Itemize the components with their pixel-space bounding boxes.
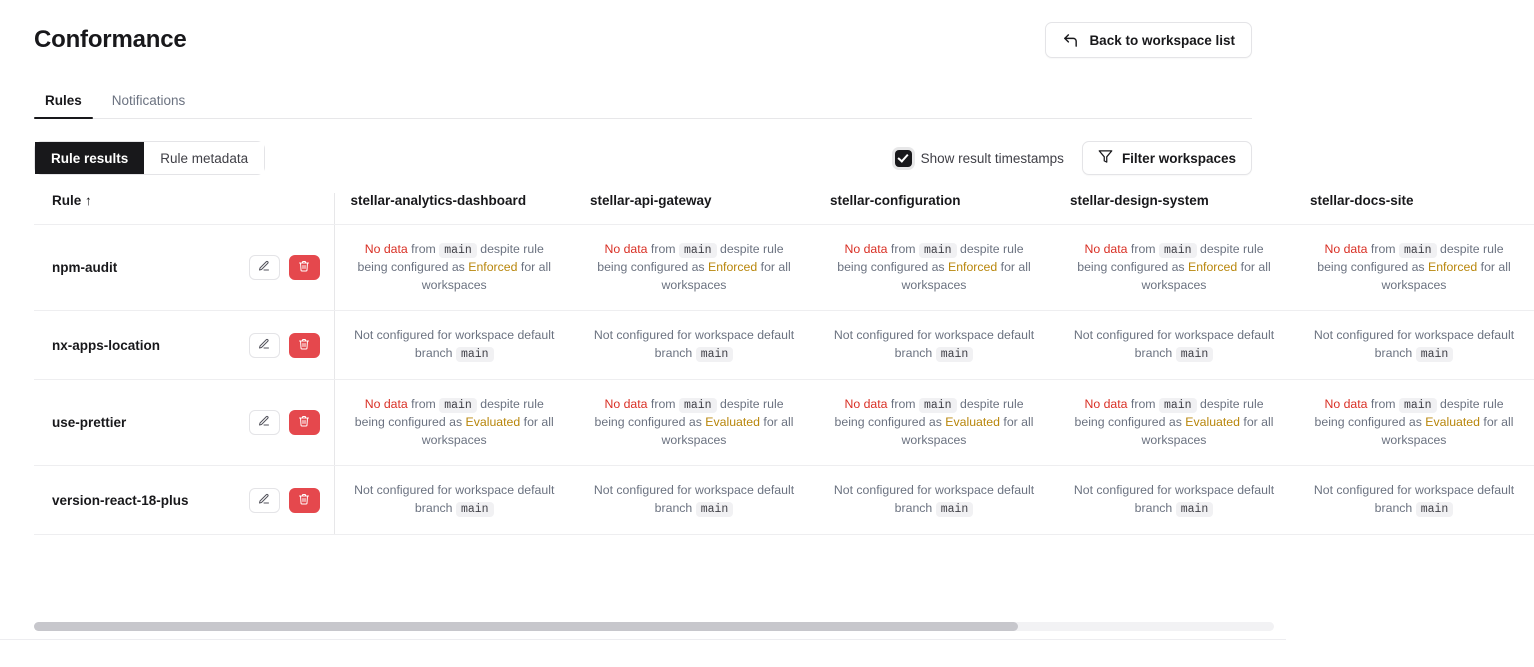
result-cell: [334, 311, 574, 380]
back-to-workspace-list-button[interactable]: [1045, 22, 1252, 58]
rule-actions: [249, 488, 320, 513]
edit-rule-button[interactable]: [249, 255, 280, 280]
table-header-row: [34, 193, 1534, 225]
rule-name: nx-apps-location: [52, 337, 161, 353]
branch-name: main: [696, 347, 734, 362]
column-header-workspace-0[interactable]: stellar-analytics-dashboard: [334, 193, 574, 225]
pencil-icon: [258, 415, 270, 430]
no-data-label: No data: [364, 397, 408, 412]
result-cell: [1054, 380, 1294, 466]
branch-name: main: [679, 398, 717, 413]
show-result-timestamps-label: Show result timestamps: [920, 150, 1064, 166]
cell-text: despite rule being configured as: [1077, 242, 1264, 275]
trash-icon: [298, 338, 310, 353]
show-result-timestamps-checkbox[interactable]: [895, 150, 1064, 167]
rule-status-label: Evaluated: [1425, 415, 1480, 430]
rule-status-label: Enforced: [1428, 260, 1478, 275]
no-data-label: No data: [844, 397, 888, 412]
cell-text: despite rule being configured as: [354, 397, 544, 430]
result-cell: [814, 311, 1054, 380]
result-cell: [1294, 311, 1534, 380]
column-header-workspace-1[interactable]: stellar-api-gateway: [574, 193, 814, 225]
back-button-label: Back to workspace list: [1089, 32, 1235, 48]
result-cell: [814, 466, 1054, 535]
table-head: [34, 193, 1534, 225]
rule-name: version-react-18-plus: [52, 492, 189, 508]
column-header-workspace-3[interactable]: stellar-design-system: [1054, 193, 1294, 225]
table-row: [34, 311, 1534, 380]
cell-text: from: [407, 397, 440, 412]
delete-rule-button[interactable]: [289, 410, 320, 435]
rule-status-label: Enforced: [1188, 260, 1238, 275]
table-body: [34, 225, 1534, 535]
no-data-label: No data: [1084, 242, 1128, 256]
page-header: [0, 0, 1286, 58]
column-header-workspace-2[interactable]: stellar-configuration: [814, 193, 1054, 225]
pencil-icon: [258, 493, 270, 508]
cell-text: from: [887, 397, 919, 412]
result-cell: [574, 225, 814, 311]
pencil-icon: [258, 338, 270, 353]
table-row: [34, 225, 1534, 311]
column-header-rule[interactable]: [34, 193, 334, 225]
cell-text: from: [1367, 397, 1399, 412]
cell-text: despite rule being configured as: [1314, 397, 1504, 430]
branch-name: main: [1399, 243, 1437, 258]
edit-rule-button[interactable]: [249, 488, 280, 513]
cell-text: from: [1367, 242, 1399, 256]
result-cell: [1054, 225, 1294, 311]
pencil-icon: [258, 260, 270, 275]
cell-text: from: [887, 242, 919, 256]
sort-ascending-icon: ↑: [85, 193, 92, 208]
cell-text: for all workspaces: [901, 415, 1034, 447]
cell-text: from: [647, 242, 679, 256]
branch-name: main: [1159, 398, 1197, 413]
cell-text: despite rule being configured as: [594, 397, 784, 430]
no-data-label: No data: [1324, 397, 1368, 412]
no-data-label: No data: [844, 242, 888, 256]
cell-text: Not configured for workspace default branch: [354, 328, 555, 360]
cell-text: for all workspaces: [421, 415, 554, 447]
rule-status-label: Evaluated: [945, 415, 1000, 430]
rule-actions: [249, 333, 320, 358]
segment-rule-metadata[interactable]: Rule metadata: [144, 142, 264, 174]
table-row: [34, 466, 1534, 535]
rule-status-label: Enforced: [948, 260, 998, 275]
cell-text: Not configured for workspace default branch: [593, 328, 795, 360]
rules-results-table-scroll[interactable]: [34, 193, 1515, 563]
bottom-bar: [0, 639, 1286, 667]
result-cell: [334, 225, 574, 311]
cell-text: despite rule being configured as: [597, 242, 784, 275]
cell-text: for all workspaces: [1141, 415, 1274, 447]
result-cell: [334, 380, 574, 466]
rule-cell: [34, 380, 334, 466]
cell-text: for all workspaces: [661, 415, 794, 447]
segment-rule-results[interactable]: Rule results: [35, 142, 144, 174]
cell-text: Not configured for workspace default branch: [354, 483, 555, 515]
rule-actions: [249, 255, 320, 280]
cell-text: for all workspaces: [1381, 260, 1511, 292]
view-mode-segmented-control: [34, 141, 265, 175]
no-data-label: No data: [604, 397, 648, 412]
delete-rule-button[interactable]: [289, 255, 320, 280]
primary-tabs: [34, 86, 1252, 119]
table-toolbar: [34, 141, 1252, 175]
branch-name: main: [439, 398, 477, 413]
no-data-label: No data: [1324, 242, 1368, 256]
cell-text: for all workspaces: [1141, 260, 1271, 292]
cell-text: Not configured for workspace default branch: [1313, 328, 1515, 360]
rule-status-label: Enforced: [708, 260, 758, 275]
rule-cell: [34, 225, 334, 311]
rule-cell: [34, 311, 334, 380]
delete-rule-button[interactable]: [289, 488, 320, 513]
cell-text: despite rule being configured as: [357, 242, 544, 275]
result-cell: [1294, 380, 1534, 466]
column-header-workspace-4[interactable]: stellar-docs-site: [1294, 193, 1534, 225]
rule-actions: [249, 410, 320, 435]
result-cell: [1054, 466, 1294, 535]
cell-text: Not configured for workspace default branch: [833, 328, 1035, 360]
cell-text: from: [647, 397, 679, 412]
table-row: [34, 380, 1534, 466]
trash-icon: [298, 493, 310, 508]
result-cell: [814, 380, 1054, 466]
branch-name: main: [936, 502, 974, 517]
rule-status-label: Enforced: [468, 260, 518, 275]
result-cell: [1294, 225, 1534, 311]
branch-name: main: [1399, 398, 1437, 413]
branch-name: main: [1176, 347, 1214, 362]
rule-status-label: Evaluated: [1185, 415, 1240, 430]
horizontal-scrollbar-track[interactable]: [34, 622, 1274, 631]
page-title: Conformance: [34, 26, 187, 53]
rule-name: npm-audit: [52, 260, 118, 276]
branch-name: main: [936, 347, 974, 362]
result-cell: [574, 311, 814, 380]
cell-text: for all workspaces: [421, 260, 551, 292]
branch-name: main: [919, 398, 957, 413]
no-data-label: No data: [604, 242, 648, 256]
rule-name: use-prettier: [52, 415, 127, 431]
no-data-label: No data: [1084, 397, 1128, 412]
cell-text: despite rule being configured as: [1317, 242, 1504, 275]
cell-text: Not configured for workspace default branch: [833, 483, 1035, 515]
branch-name: main: [919, 243, 957, 258]
branch-name: main: [456, 502, 494, 517]
cell-text: Not configured for workspace default branch: [1073, 483, 1275, 515]
column-header-rule-label: Rule: [52, 193, 82, 208]
cell-text: Not configured for workspace default branch: [1073, 328, 1275, 360]
branch-name: main: [1176, 502, 1214, 517]
result-cell: [334, 466, 574, 535]
branch-name: main: [1159, 243, 1197, 258]
cell-text: from: [1127, 242, 1159, 256]
trash-icon: [298, 260, 310, 275]
result-cell: [574, 380, 814, 466]
branch-name: main: [439, 243, 477, 258]
rule-status-label: Evaluated: [705, 415, 760, 430]
result-cell: [814, 225, 1054, 311]
branch-name: main: [679, 243, 717, 258]
cell-text: for all workspaces: [1381, 415, 1514, 447]
cell-text: Not configured for workspace default branch: [593, 483, 795, 515]
filter-workspaces-button[interactable]: [1082, 141, 1252, 175]
filter-workspaces-label: Filter workspaces: [1121, 150, 1236, 166]
branch-name: main: [696, 502, 734, 517]
tab-notifications[interactable]: Notifications: [101, 93, 197, 118]
cell-text: for all workspaces: [661, 260, 791, 292]
undo-arrow-icon: [1062, 32, 1079, 49]
result-cell: [1054, 311, 1294, 380]
no-data-label: No data: [364, 242, 408, 256]
horizontal-scrollbar-thumb[interactable]: [34, 622, 1018, 631]
result-cell: [1294, 466, 1534, 535]
edit-rule-button[interactable]: [249, 333, 280, 358]
rule-cell: [34, 466, 334, 535]
funnel-icon: [1098, 149, 1113, 167]
result-cell: [574, 466, 814, 535]
tab-rules[interactable]: Rules: [34, 93, 93, 118]
cell-text: Not configured for workspace default branch: [1313, 483, 1515, 515]
branch-name: main: [456, 347, 494, 362]
cell-text: from: [1127, 397, 1159, 412]
edit-rule-button[interactable]: [249, 410, 280, 435]
branch-name: main: [1416, 502, 1454, 517]
cell-text: for all workspaces: [901, 260, 1031, 292]
delete-rule-button[interactable]: [289, 333, 320, 358]
cell-text: from: [407, 242, 440, 256]
cell-text: despite rule being configured as: [834, 397, 1024, 430]
checkbox-checked-icon[interactable]: [895, 150, 912, 167]
rules-results-table: [34, 193, 1534, 535]
trash-icon: [298, 415, 310, 430]
cell-text: despite rule being configured as: [1074, 397, 1264, 430]
rule-status-label: Evaluated: [465, 415, 521, 430]
cell-text: despite rule being configured as: [837, 242, 1024, 275]
branch-name: main: [1416, 347, 1454, 362]
toolbar-right-group: [895, 141, 1252, 175]
